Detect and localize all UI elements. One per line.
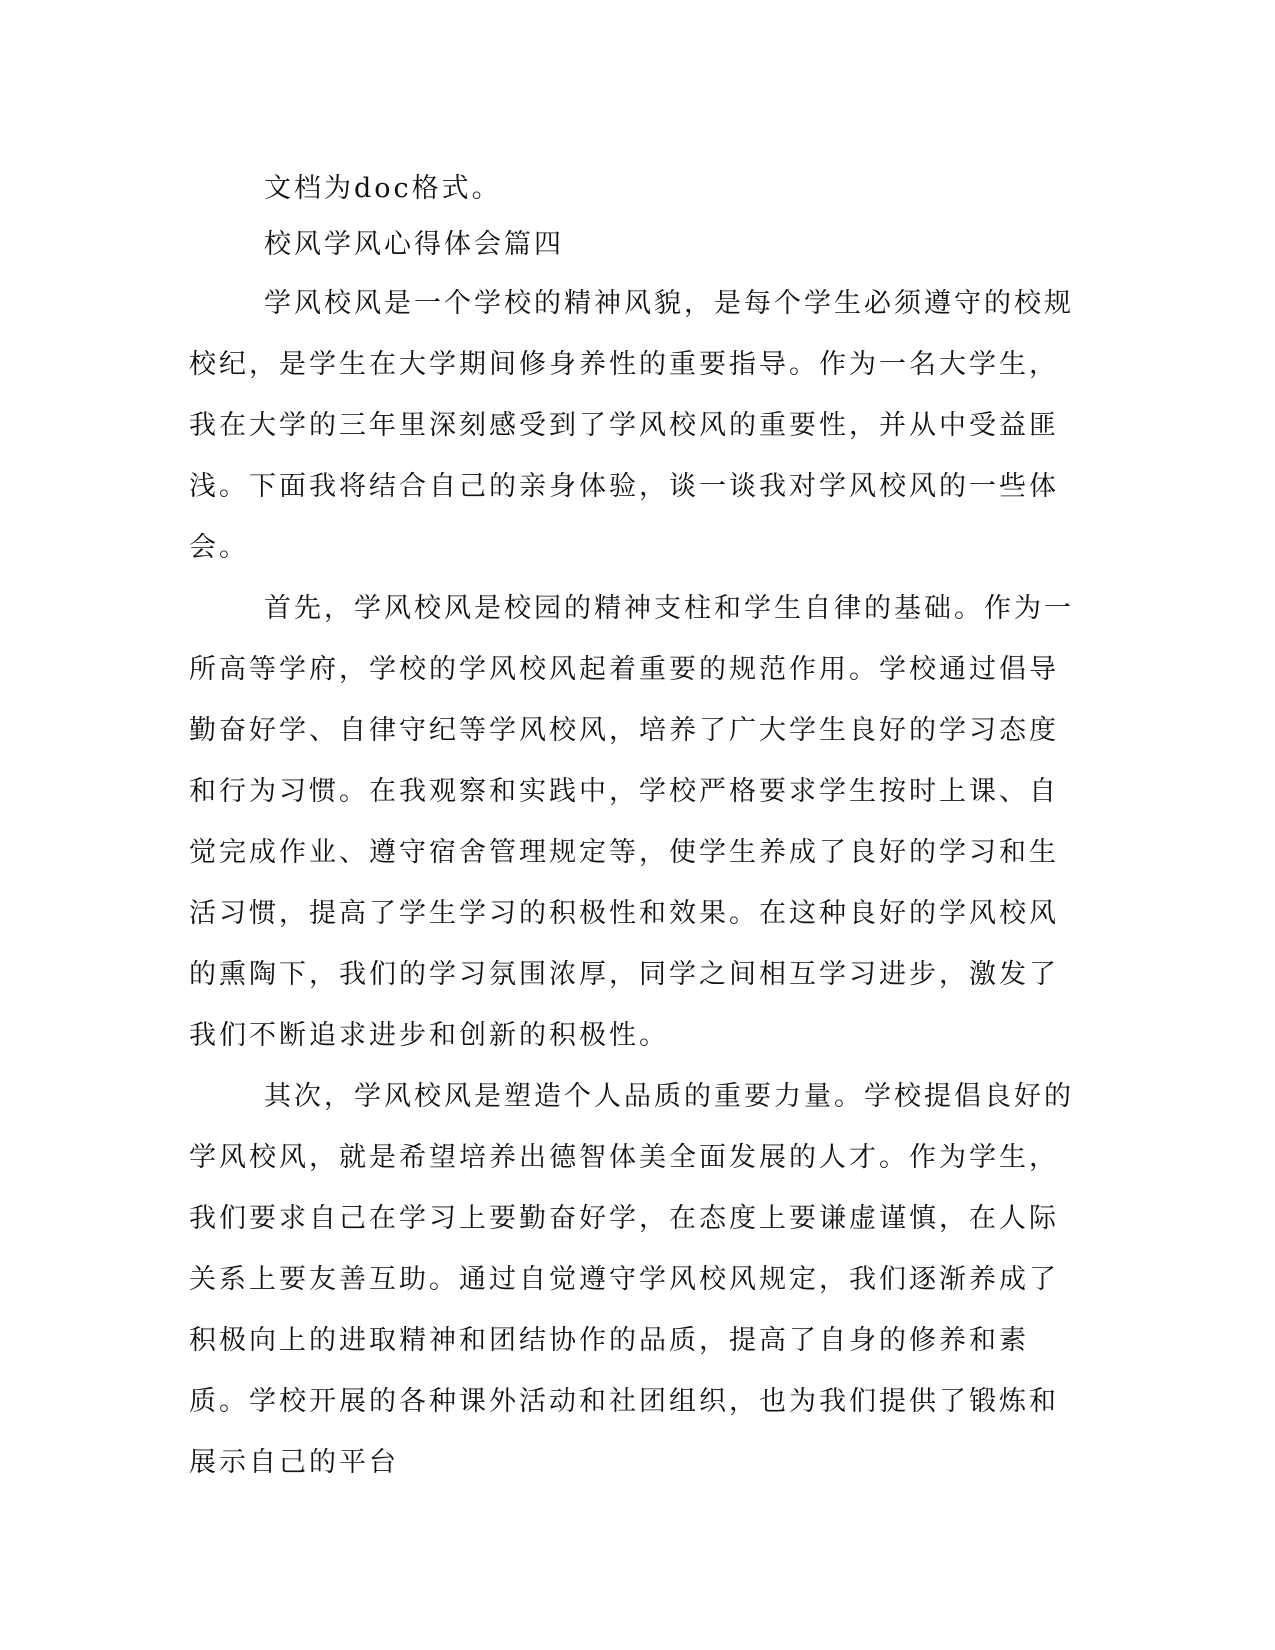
paragraph-3: 其次，学风校风是塑造个人品质的重要力量。学校提倡良好的学风校风，就是希望培养出德智体美全面发展的人才。作为学生，我们要求自己在学习上要勤奋好学，在态度上要谦虚谨慎，在人际关系上要友善互助。通过自觉遵守学风校风规定，我们逐渐养成了积极向上的进取精神和团结协作的品质，提高了自身的修养和素质。学校开展的各种课外活动和社团组织，也为我们提供了锻炼和展示自己的平台 [189, 1081, 1074, 1478]
paragraph-2: 首先，学风校风是校园的精神支柱和学生自律的基础。作为一所高等学府，学校的学风校风起着重要的规范作用。学校通过倡导勤奋好学、自律守纪等学风校风，培养了广大学生良好的学习态度和行为习惯。在我观察和实践中，学校严格要求学生按时上课、自觉完成作业、遵守宿舍管理规定等，使学生养成了良好的学习和生活习惯，提高了学生学习的积极性和效果。在这种良好的学风校风的熏陶下，我们的学习氛围浓厚，同学之间相互学习进步，激发了我们不断追求进步和创新的积极性。 [189, 593, 1074, 1051]
paragraph-1: 学风校风是一个学校的精神风貌，是每个学生必须遵守的校规校纪，是学生在大学期间修身养性的重要指导。作为一名大学生，我在大学的三年里深刻感受到了学风校风的重要性，并从中受益匪浅。下面我将结合自己的亲身体验，谈一谈我对学风校风的一些体会。 [189, 288, 1074, 563]
section-title: 校风学风心得体会篇四 [264, 229, 564, 260]
intro-line: 文档为doc格式。 [264, 173, 502, 204]
document-body [189, 161, 1079, 1493]
